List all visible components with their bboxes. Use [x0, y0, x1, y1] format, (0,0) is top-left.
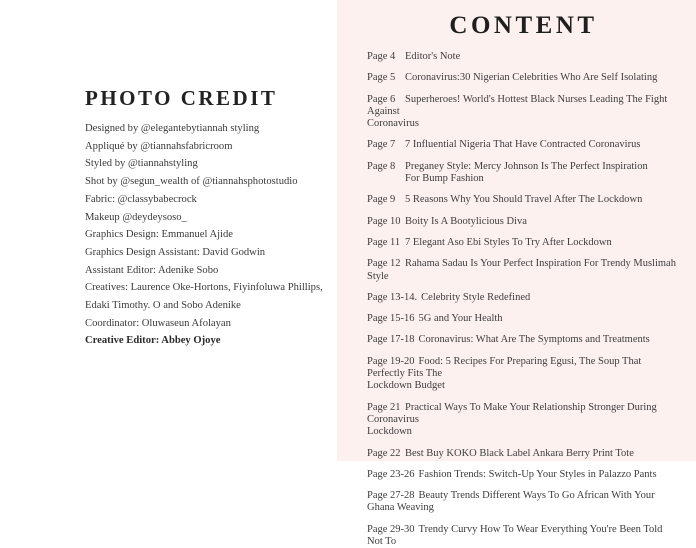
credit-line: Appliqué by @tiannahsfabricroom	[85, 140, 233, 152]
photo-credit-page	[0, 0, 337, 461]
toc-entry	[367, 51, 680, 63]
toc-page-label: Page 8	[367, 160, 396, 172]
credit-line: Makeup @deydeysoso_	[85, 211, 187, 223]
toc-entry	[367, 161, 680, 186]
toc-entry-title: Beauty Trends Different Ways To Go African With Your Ghana Weaving	[367, 490, 655, 514]
toc-entry	[367, 72, 680, 84]
toc-entry	[367, 139, 680, 151]
toc-page-label: Page 22	[367, 447, 401, 459]
toc-page-label: Page 21	[367, 401, 401, 413]
credit-line: Styled by @tiannahstyling	[85, 158, 198, 170]
toc-entry	[367, 334, 680, 346]
credit-line: Assistant Editor: Adenike Sobo	[85, 264, 219, 276]
toc-entry	[367, 469, 680, 481]
toc-entry-title: Best Buy KOKO Black Label Ankara Berry Print Tote	[405, 447, 634, 459]
toc-page-label: Page 6	[367, 93, 396, 105]
toc-page-label: Page 9	[367, 194, 396, 206]
toc-page-label: Page 10	[367, 215, 401, 227]
toc-page-label: Page 23-26	[367, 468, 415, 480]
content-page	[337, 0, 696, 548]
toc-entry-title: Practical Ways To Make Your Relationship Stronger During Coronavirus Lockdown	[367, 401, 657, 438]
toc-page-label: Page 11	[367, 236, 401, 248]
toc-page-label: Page 29-30	[367, 523, 415, 535]
toc-entry	[367, 448, 680, 460]
toc-entry-title: Rahama Sadau Is Your Perfect Inspiration For Trendy Muslimah Style	[367, 258, 676, 282]
toc-entry-title: Trendy Curvy How To Wear Everything You're Been Told Not To	[367, 523, 663, 548]
credit-line: Graphics Design: Emmanuel Ajide	[85, 229, 233, 241]
toc-page-label: Page 5	[367, 72, 396, 84]
toc-entry	[367, 194, 680, 206]
credits-list	[85, 120, 327, 350]
toc-page-label: Page 4	[367, 51, 396, 62]
toc-entry	[367, 313, 680, 325]
toc-entry-title: Fashion Trends: Switch-Up Your Styles in Palazzo Pants	[418, 468, 657, 480]
toc-entry-title: 5 Reasons Why You Should Travel After The Lockdown	[405, 194, 643, 206]
toc-entry-title: 5G and Your Health	[418, 313, 503, 325]
toc-entry	[367, 490, 680, 515]
toc-entry	[367, 402, 680, 439]
toc-entry-title: Preganey Style: Mercy Johnson Is The Perfect Inspiration For Bump Fashion	[405, 160, 648, 185]
toc-page-label: Page 7	[367, 139, 396, 151]
toc-page-label: Page 19-20	[367, 355, 415, 367]
content-title: CONTENT	[449, 12, 598, 39]
toc-page-label: Page 13-14.	[367, 291, 418, 303]
toc-page-label: Page 17-18	[367, 334, 415, 346]
toc-entry	[367, 356, 680, 393]
toc-entry	[367, 524, 680, 548]
credit-line: Coordinator: Oluwaseun Afolayan	[85, 317, 231, 329]
toc-entry	[367, 94, 680, 131]
credit-line: Fabric: @classybabecrock	[85, 193, 197, 205]
toc-page-label: Page 12	[367, 258, 401, 270]
toc-entry	[367, 258, 680, 283]
credit-line: Edaki Timothy. O and Sobo Adenike	[85, 300, 241, 312]
toc-entry	[367, 237, 680, 249]
credit-line: Designed by @elegantebytiannah styling	[85, 123, 260, 134]
toc-entry	[367, 292, 680, 304]
toc-entry-title: Editor's Note	[405, 51, 461, 62]
toc-entry	[367, 216, 680, 228]
toc-entry-title: 7 Elegant Aso Ebi Styles To Try After Lockdown	[405, 236, 612, 248]
toc-entry-title: Celebrity Style Redefined	[421, 291, 531, 303]
toc-list	[367, 51, 680, 548]
credit-line: Graphics Design Assistant: David Godwin	[85, 246, 266, 258]
credit-line: Creative Editor: Abbey Ojoye	[85, 335, 221, 347]
toc-entry-title: Superheroes! World's Hottest Black Nurses Leading The Fight Against Coronavirus	[367, 93, 668, 130]
toc-entry-title: Coronavirus: What Are The Symptoms and Treatments	[418, 334, 650, 346]
toc-page-label: Page 27-28	[367, 490, 415, 502]
photo-credit-title: PHOTO CREDIT	[85, 86, 278, 110]
toc-entry-title: Boity Is A Bootylicious Diva	[405, 215, 527, 227]
credit-line: Creatives: Laurence Oke-Hortons, Fiyinfoluwa Phillips,	[85, 282, 323, 294]
toc-entry-title: 7 Influential Nigeria That Have Contracted Coronavirus	[405, 139, 641, 151]
toc-page-label: Page 15-16	[367, 313, 415, 325]
toc-entry-title: Coronavirus:30 Nigerian Celebrities Who Are Self Isolating	[405, 72, 658, 84]
credit-line: Shot by @segun_wealth of @tiannahsphotostudio	[85, 176, 298, 188]
toc-entry-title: Food: 5 Recipes For Preparing Egusi, The Soup That Perfectly Fits The Lockdown Budget	[367, 355, 642, 392]
